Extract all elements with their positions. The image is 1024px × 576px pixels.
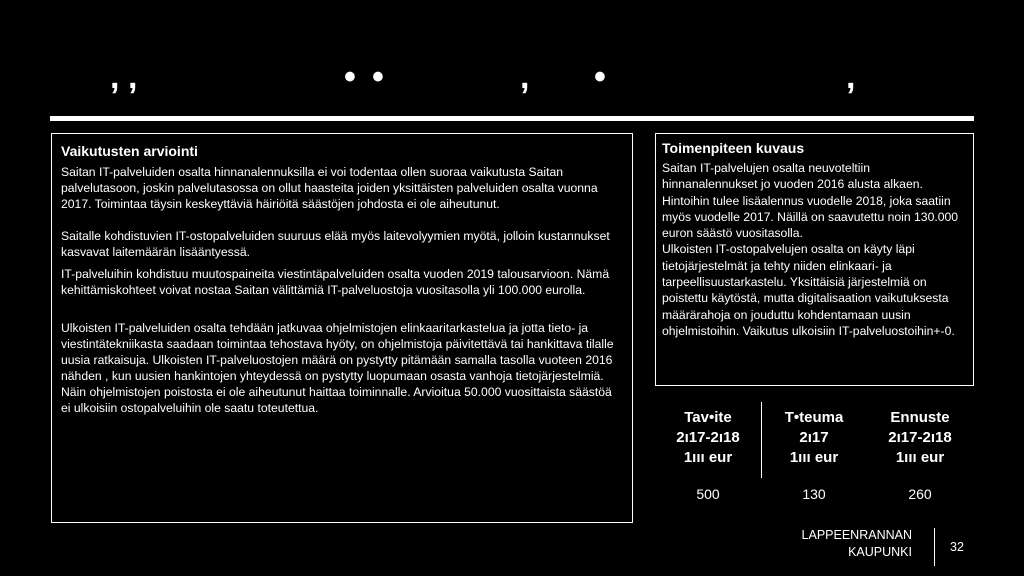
impact-assessment-heading: Vaikutusten arviointi [61,143,198,159]
title-fragment: • [594,58,606,96]
impact-paragraph-4: Ulkoisten IT-palveluiden osalta tehdään jatkuvaa ohjelmistojen elinkaaritarkastelua ja jotta tieto- ja viestintätekniikasta saadaan toimintaa tehostava hyöty, on ohjelmistoja päivitettävä tai hankittava tilalle uusia ratkaisuja. Ulkoisten IT-palveluostojen määrä on pystytty pitämään samalla tasolla vuoteen 2016 nähden , kun uusien hankintojen yhteydessä on pystytty luopumaan osasta vanhoja tietojärjestelmiä. Näin ohjelmistojen poistosta ei ole aiheutunut haittaa toiminnalle. Arvioitua 50.000 vuosittaista säästöä ei ulkoisiin ostopalveluihin ole saatu toteutettua. [61,321,614,415]
title-underline [50,116,974,121]
metric-unit: 1ııı eur [683,449,733,466]
slide-title-fragments [0,58,1024,96]
title-fragment: , [128,58,138,96]
metric-actual-value: 130 [802,486,826,502]
metric-actual [761,408,867,468]
impact-paragraph-1: Saitan IT-palveluiden osalta hinnanalennuksilla ei voi todentaa ollen suoraa vaikutusta Saitan palvelutasoon, joskin palvelutasossa on ollut haasteita joiden yksittäisten palveluiden osalta vuonna 2017. Toimintaa täysin keskeyttäviä häiriöitä säästöjen johdosta ei ole aiheutunut. [61,165,598,211]
org-line-1: LAPPEENRANNAN [801,528,912,542]
metric-label: Tav•ite [684,409,732,426]
measure-description-panel [655,133,974,386]
impact-paragraph-3: IT-palveluihin kohdistuu muutospaineita viestintäpalveluiden osalta vuoden 2019 talousarvioon. Nämä kehittämiskohteet voivat nostaa Saitan välittämiä IT-palveluostoja vuositasolla yli 100.000 eurolla. [61,267,610,297]
metric-period: 2ı17-2ı18 [676,429,740,446]
title-fragment: , [110,58,120,96]
metric-period: 2ı17-2ı18 [888,429,952,446]
page-number: 32 [950,540,964,554]
impact-assessment-panel [51,133,633,523]
metric-target [655,408,761,468]
savings-metrics [655,402,974,512]
title-fragment: • [344,58,356,96]
title-fragment: , [520,58,530,96]
metric-target-value: 500 [696,486,720,502]
metric-label: T•teuma [784,409,844,426]
metric-label: Ennuste [890,409,950,426]
measure-paragraph-2: Ulkoisten IT-ostopalvelujen osalta on käyty läpi tietojärjestelmät ja tehty niiden elinkaari- ja tarpeellisuustarkastelu. Yksittäisiä järjestelmiä on poistettu käytöstä, mutta digitalisaation vaikutuksesta määrärahoja on jouduttu kohdentamaan uusin ohjelmistoihin. Vaikutus ulkoisiin IT-palveluostoihin+-0. [662,242,955,338]
metric-forecast [867,408,973,468]
title-fragment: , [846,58,856,96]
org-line-2: KAUPUNKI [848,545,912,559]
metric-unit: 1ııı eur [895,449,945,466]
measure-paragraph-1: Saitan IT-palvelujen osalta neuvoteltiin hinnanalennukset jo vuoden 2016 alusta alkaen. Hintoihin tulee lisäalennus vuodelle 2018, joka saatiin myös vuodelle 2017. Näillä on saavutettu noin 130.000 euron säästö vuositasolla. [662,161,959,241]
footer-divider [934,528,935,566]
title-fragment: • [372,58,384,96]
organization-logo-text [760,527,912,561]
measure-description-heading: Toimenpiteen kuvaus [662,140,805,156]
metric-unit: 1ııı eur [789,449,839,466]
metric-forecast-value: 260 [908,486,932,502]
metric-period: 2ı17 [799,429,829,446]
impact-paragraph-2: Saitalle kohdistuvien IT-ostopalveluiden suuruus elää myös laitevolyymien myötä, jolloin kustannukset kasvavat laitemäärän lisääntyessä. [61,229,610,259]
